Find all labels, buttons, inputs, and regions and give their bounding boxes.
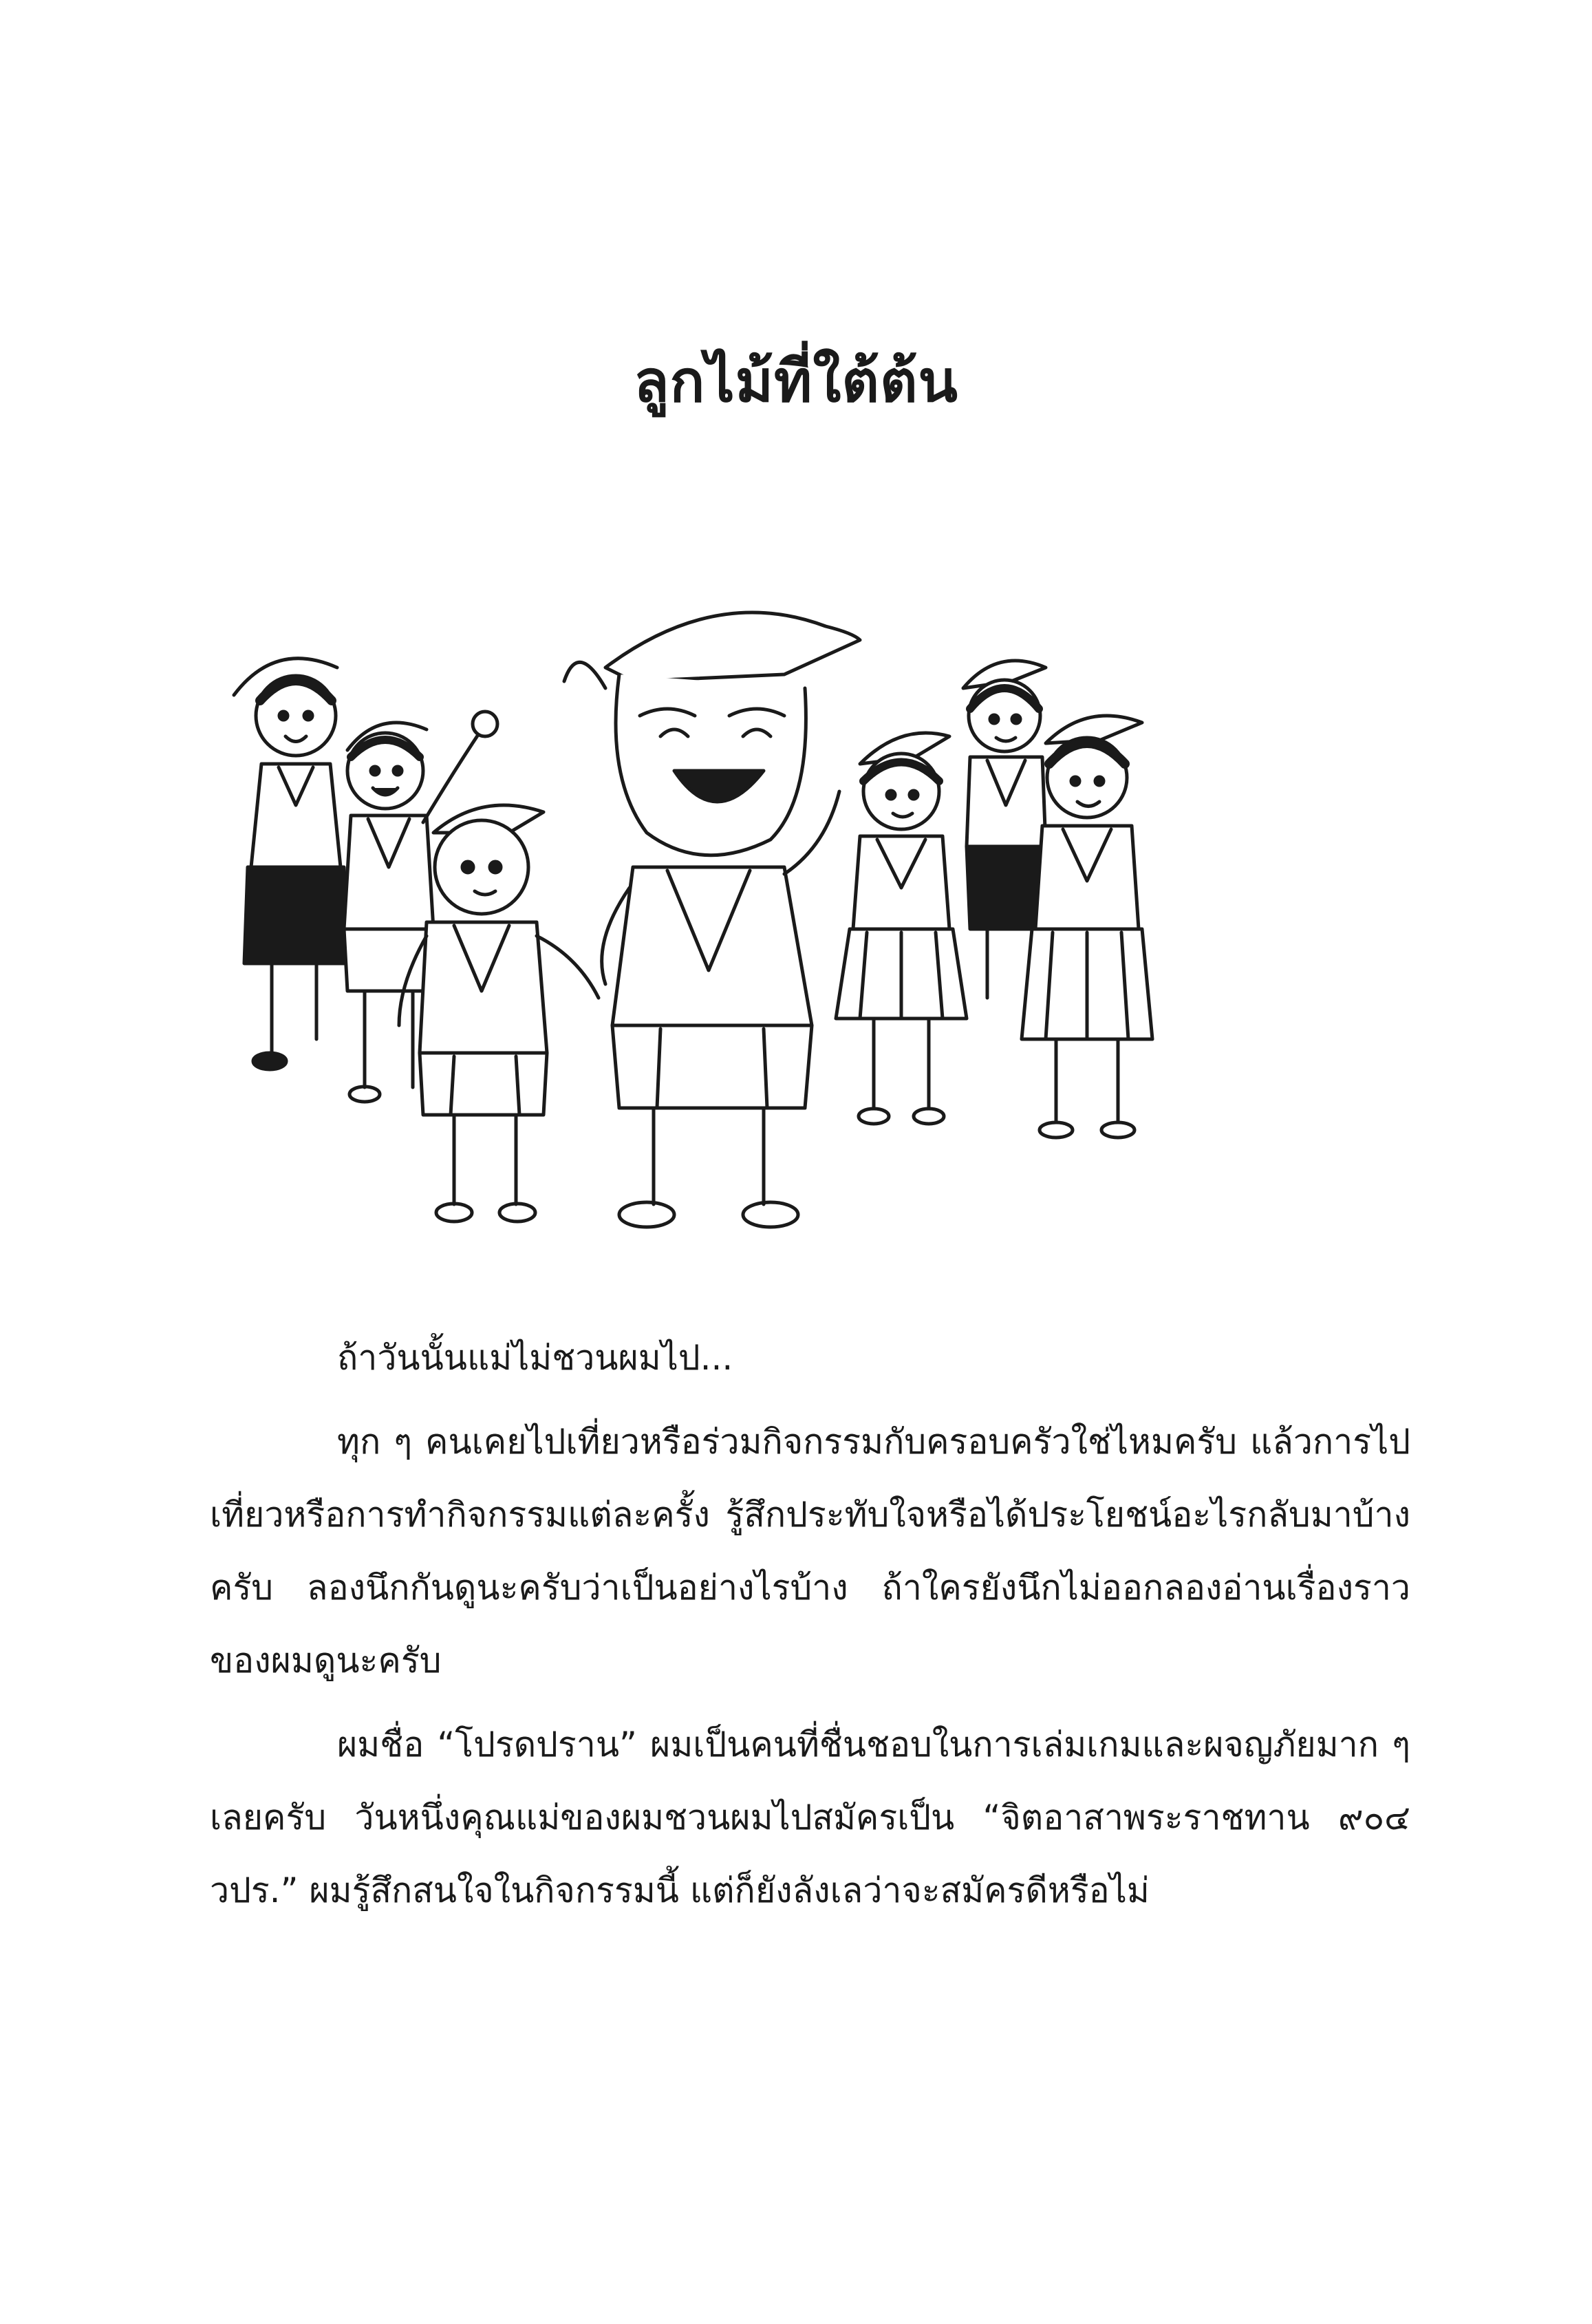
- page-title: ลูกไม้ที่ใต้ต้น: [634, 348, 958, 416]
- paragraph-1: ถ้าวันนั้นแม่ไม่ชวนผมไป...: [337, 1338, 733, 1378]
- scout-children-illustration: [220, 544, 1403, 1280]
- child-girl-left-figure: [234, 659, 347, 1069]
- paragraph-3: ผมชื่อ “โปรดปราน” ผมเป็นคนที่ชื่นชอบในการเล่มเกมและผจญภัยมาก ๆ เลยครับ วันหนึ่งคุณแม่ของผมชวนผมไปสมัครเป็น “จิตอาสาพระราชทาน ๙๐๔ วปร.” ผมรู้สึกสนใจในกิจกรรมนี้ แต่ก็ยังลังเลว่าจะสมัครดีหรือไม่: [210, 1725, 1410, 1910]
- main-boy-laughing-figure: [564, 612, 860, 1227]
- paragraph-2: ทุก ๆ คนเคยไปเที่ยวหรือร่วมกิจกรรมกับครอบครัวใช่ไหมครับ แล้วการไปเที่ยวหรือการทำกิจกรรมแต่ละครั้ง รู้สึกประทับใจหรือได้ประโยชน์อะไรกลับมาบ้างครับ ลองนึกกันดูนะครับว่าเป็นอย่างไรบ้าง ถ้าใครยังนึกไม่ออกลองอ่านเรื่องราวของผมดูนะครับ: [210, 1422, 1410, 1681]
- body-text: [210, 1321, 1410, 1938]
- child-girl-center-right-figure: [836, 733, 967, 1124]
